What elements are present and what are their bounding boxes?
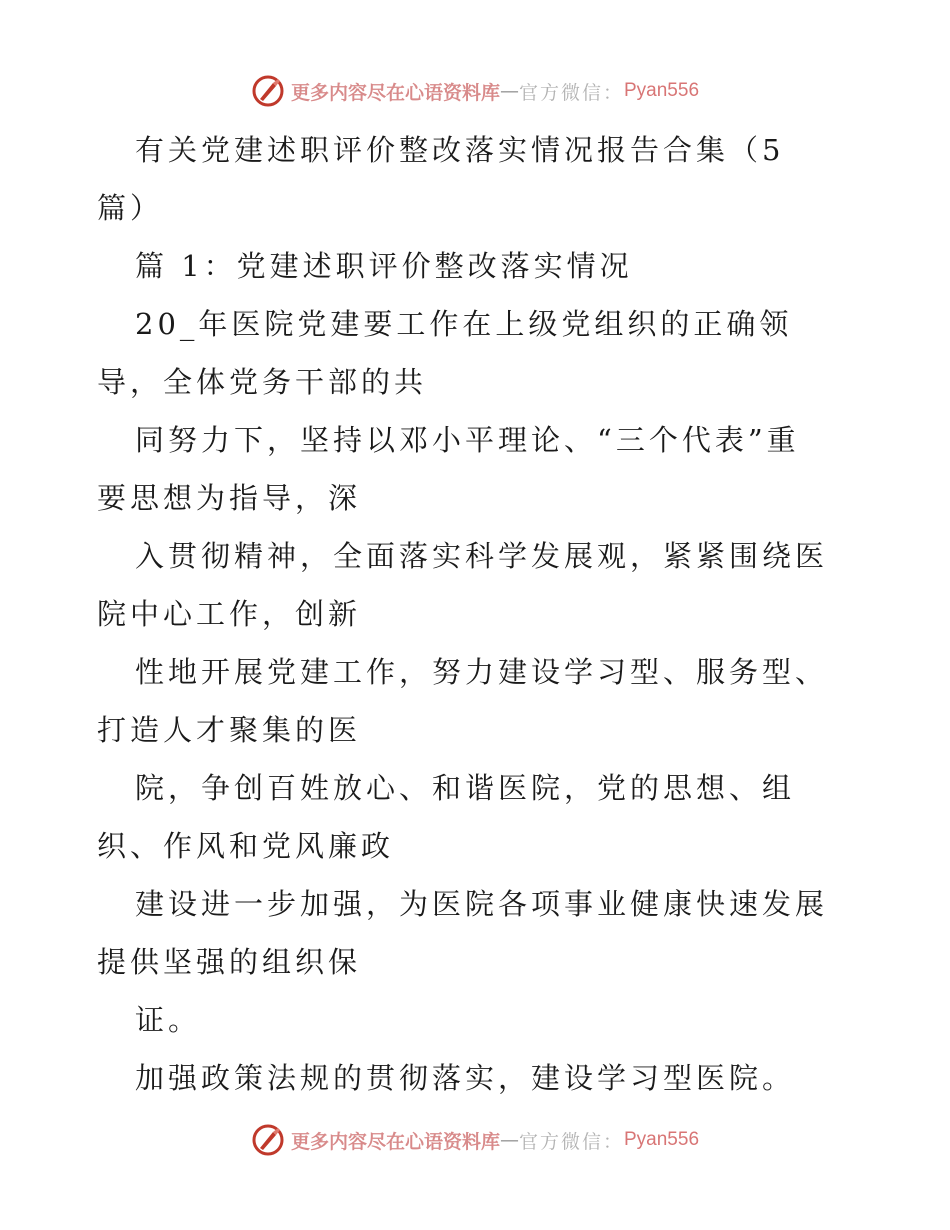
quill-logo-icon	[251, 1123, 285, 1157]
header-watermark	[0, 71, 950, 111]
watermark-wechat-label: 官方微信：	[518, 81, 624, 104]
paragraph-line: 院中心工作，创新	[97, 597, 362, 631]
watermark-wechat-label: 官方微信：	[518, 1130, 624, 1153]
quill-logo-icon	[251, 74, 285, 108]
paragraph-line: 入贯彻精神，全面落实科学发展观，紧紧围绕医	[135, 539, 829, 573]
watermark-site-name: 更多内容尽在心语资料库	[290, 81, 500, 104]
footer-watermark	[0, 1120, 950, 1160]
watermark-wechat-id: Pyan556	[624, 1129, 700, 1150]
document-body	[97, 121, 857, 1107]
paragraph-line: 织、作风和党风廉政	[97, 829, 395, 863]
paragraph-line: 20_年医院党建要工作在上级党组织的正确领	[135, 307, 793, 341]
watermark-site-name: 更多内容尽在心语资料库	[290, 1130, 500, 1153]
paragraph-line: 性地开展党建工作，努力建设学习型、服务型、	[135, 655, 829, 689]
paragraph-line: 导，全体党务干部的共	[97, 365, 428, 399]
watermark-dash: —	[499, 80, 519, 102]
paragraph-line: 建设进一步加强，为医院各项事业健康快速发展	[135, 887, 829, 921]
paragraph-line: 证。	[135, 1003, 202, 1037]
paragraph-line: 打造人才聚集的医	[97, 713, 362, 747]
document-title-line-2: 篇）	[97, 191, 164, 225]
paragraph-line: 加强政策法规的贯彻落实，建设学习型医院。	[135, 1061, 796, 1095]
paragraph-line: 提供坚强的组织保	[97, 945, 362, 979]
paragraph-line: 要思想为指导，深	[97, 481, 362, 515]
document-title-line-1: 有关党建述职评价整改落实情况报告合集（5	[135, 133, 785, 167]
paragraph-line: 同努力下，坚持以邓小平理论、“三个代表”重	[135, 423, 800, 457]
paragraph-line: 院，争创百姓放心、和谐医院，党的思想、组	[135, 771, 796, 805]
section-heading: 篇 1：党建述职评价整改落实情况	[135, 249, 633, 283]
watermark-dash: —	[499, 1129, 519, 1151]
watermark-wechat-id: Pyan556	[624, 80, 700, 101]
